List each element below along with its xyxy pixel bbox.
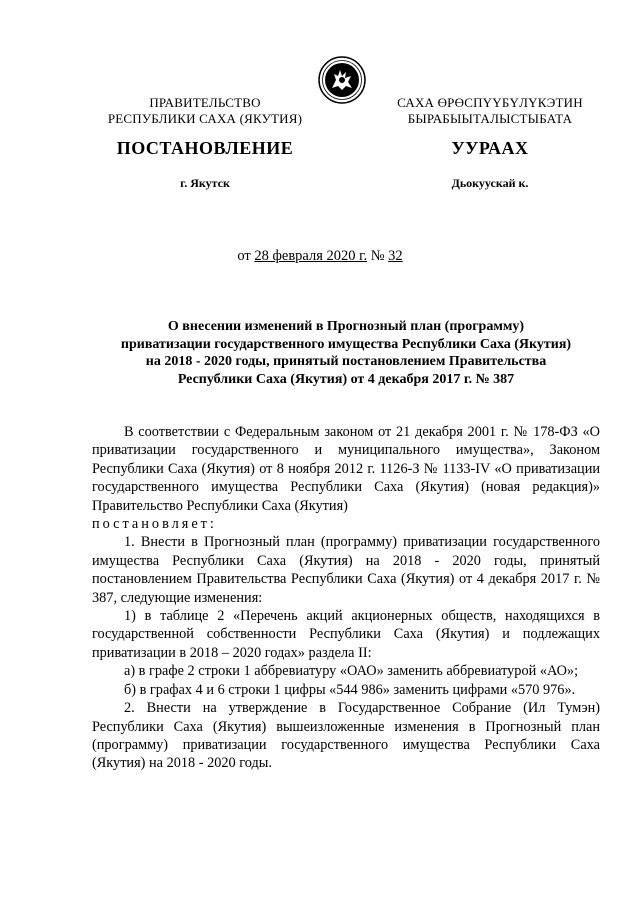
paragraph-1: 1. Внести в Прогнозный план (программу) приватизации государственного имущества Республики Саха (Якутия) на 2018 - 2020 годы, принятый постановлением Правительства Республики Саха (Якутия) от 4 декабря 2017 г. № 387, следующие изменения: <box>92 534 600 606</box>
paragraph-1-1-b: б) в графах 4 и 6 строки 1 цифры «544 986» заменить цифрами «570 976». <box>124 681 576 698</box>
header-left-line2: РЕСПУБЛИКИ САХА (ЯКУТИЯ) <box>107 111 303 126</box>
paragraph-2: 2. Внести на утверждение в Государственное Собрание (Ил Тумэн) Республики Саха (Якутия) вышеизложенные изменения в Прогнозный план (программу) приватизации государственного имущества Республики Саха (Якутия) на 2018 - 2020 годы. <box>92 700 600 772</box>
doc-type-ru: ПОСТАНОВЛЕНИЕ <box>116 138 294 158</box>
government-name-sakha <box>380 95 600 127</box>
document-title <box>92 318 600 388</box>
document-date-line <box>0 248 640 265</box>
city-sakha: Дьокуускай к. <box>451 176 529 190</box>
paragraph-1-1-a: а) в графе 2 строки 1 аббревиатуру «ОАО» заменить аббревиатурой «АО»; <box>124 663 579 680</box>
header-right-line2: БЫРАБЫЫТАЛЫСТЫБАТА <box>407 111 573 126</box>
preamble-paragraph: В соответствии с Федеральным законом от 21 декабря 2001 г. № 178-ФЗ «О приватизации государственного и муниципального имущества», Законом Республики Саха (Якутия) от 8 ноября 2012 г. 1126-З № 1133-IV «О приватизации государственного имущества Республики Саха (Якутия) (новая редакция)» Правительство Республики Саха (Якутия) <box>92 424 600 514</box>
title-line3: на 2018 - 2020 годы, принятый постановлением Правительства <box>145 354 547 369</box>
doc-type-sakha: УУРААХ <box>451 138 529 158</box>
header-left-line1: ПРАВИТЕЛЬСТВО <box>149 95 261 110</box>
decides-word: постановляет: <box>92 516 217 533</box>
document-number: 32 <box>388 248 403 264</box>
title-line2: приватизации государственного имущества Республики Саха (Якутия) <box>120 336 572 352</box>
title-line1: О внесении изменений в Прогнозный план (программу) <box>167 319 525 334</box>
number-label: № <box>367 248 389 264</box>
government-name-ru <box>92 95 318 127</box>
title-line4: Республики Саха (Якутия) от 4 декабря 2017 г. № 387 <box>177 371 515 387</box>
date-prefix: от <box>237 248 255 264</box>
date-value: 28 февраля 2020 г. <box>254 248 368 264</box>
document-body <box>92 423 600 773</box>
city-ru: г. Якутск <box>180 176 230 190</box>
header-right-line1: САХА ӨРӨСПҮҮБҮЛҮКЭТИН <box>397 95 583 110</box>
coat-of-arms-emblem <box>318 56 366 104</box>
paragraph-1-1: 1) в таблице 2 «Перечень акций акционерных обществ, находящихся в государственной собственности Республики Саха (Якутия) и подлежащих приватизации в 2018 – 2020 годах» раздела II: <box>92 608 600 661</box>
